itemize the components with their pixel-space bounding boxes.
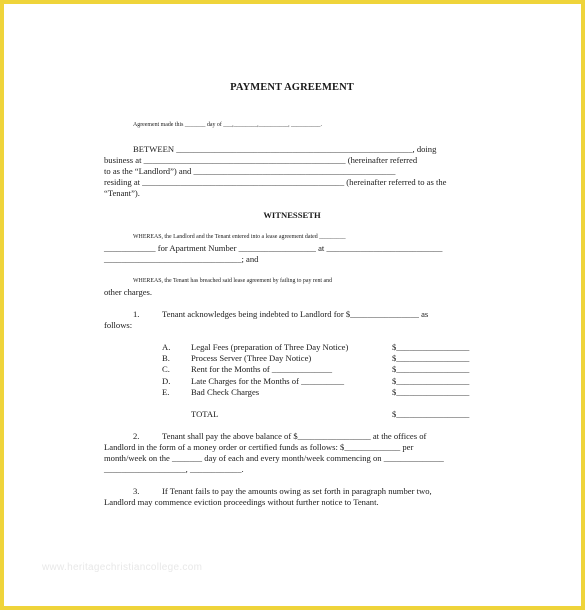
watermark-text: www.heritagechristiancollege.com — [42, 562, 203, 573]
whereas1-line-3: ________________________________; and — [104, 254, 259, 264]
clause3-line-2: Landlord may commence eviction proceedings without further notice to Tenant. — [104, 497, 379, 507]
witnesseth-heading: WITNESSETH — [263, 210, 321, 220]
between-line-5: “Tenant”). — [104, 188, 140, 198]
fee-item-label: Late Charges for the Months of __________ — [191, 376, 345, 386]
clause2-line-2: Landlord in the form of a money order or certified funds as follows: $_____________ per — [104, 442, 414, 452]
clause3-number: 3. — [133, 486, 140, 496]
fee-item-amount: $_________________ — [392, 376, 470, 386]
whereas1-line-2: ____________ for Apartment Number __________________ at ___________________________ — [104, 243, 443, 253]
total-amount: $_________________ — [392, 409, 470, 419]
intro-line: Agreement made this _______ day of ___,________,__________, __________. — [133, 122, 322, 128]
clause2-line-4: ___________________, ____________. — [104, 464, 244, 474]
clause3-line-1: If Tenant fails to pay the amounts owing as set forth in paragraph number two, — [162, 486, 432, 496]
whereas2-line-1: WHEREAS, the Tenant has breached said lease agreement by failing to pay rent and — [133, 278, 333, 284]
fee-item-amount: $_________________ — [392, 387, 470, 397]
total-label: TOTAL — [191, 409, 219, 419]
fee-item-label: Process Server (Three Day Notice) — [191, 353, 312, 363]
fee-item-label: Bad Check Charges — [191, 387, 260, 397]
document-frame — [4, 4, 581, 606]
fee-item-letter: A. — [162, 342, 171, 352]
between-line-1: BETWEEN _______________________________________________________, doing — [133, 144, 437, 154]
fee-item-letter: D. — [162, 376, 171, 386]
clause1-text-2: follows: — [104, 320, 133, 330]
clause1-number: 1. — [133, 309, 140, 319]
fee-item-amount: $_________________ — [392, 353, 470, 363]
fee-item-amount: $_________________ — [392, 364, 470, 374]
fee-item-letter: E. — [162, 387, 170, 397]
between-line-4: residing at _______________________________________________ (hereinafter referred to as the — [104, 177, 447, 187]
fee-item-label: Rent for the Months of ______________ — [191, 364, 333, 374]
between-line-2: business at _______________________________________________ (hereinafter referred — [104, 155, 418, 165]
fee-item-letter: C. — [162, 364, 170, 374]
clause2-line-1: Tenant shall pay the above balance of $_________________ at the offices of — [162, 431, 427, 441]
fee-item-amount: $_________________ — [392, 342, 470, 352]
fee-item-letter: B. — [162, 353, 170, 363]
between-line-3: to as the “Landlord”) and _______________________________________________ — [104, 166, 396, 176]
clause1-text: Tenant acknowledges being indebted to Landlord for $________________ as — [162, 309, 429, 319]
whereas1-line-1: WHEREAS, the Landlord and the Tenant entered into a lease agreement dated _________ — [133, 234, 346, 240]
clause2-line-3: month/week on the _______ day of each and every month/week commencing on ______________ — [104, 453, 444, 463]
clause2-number: 2. — [133, 431, 140, 441]
fee-item-label: Legal Fees (preparation of Three Day Notice) — [191, 342, 349, 352]
whereas2-line-2: other charges. — [104, 287, 153, 297]
document-title: PAYMENT AGREEMENT — [230, 82, 354, 93]
